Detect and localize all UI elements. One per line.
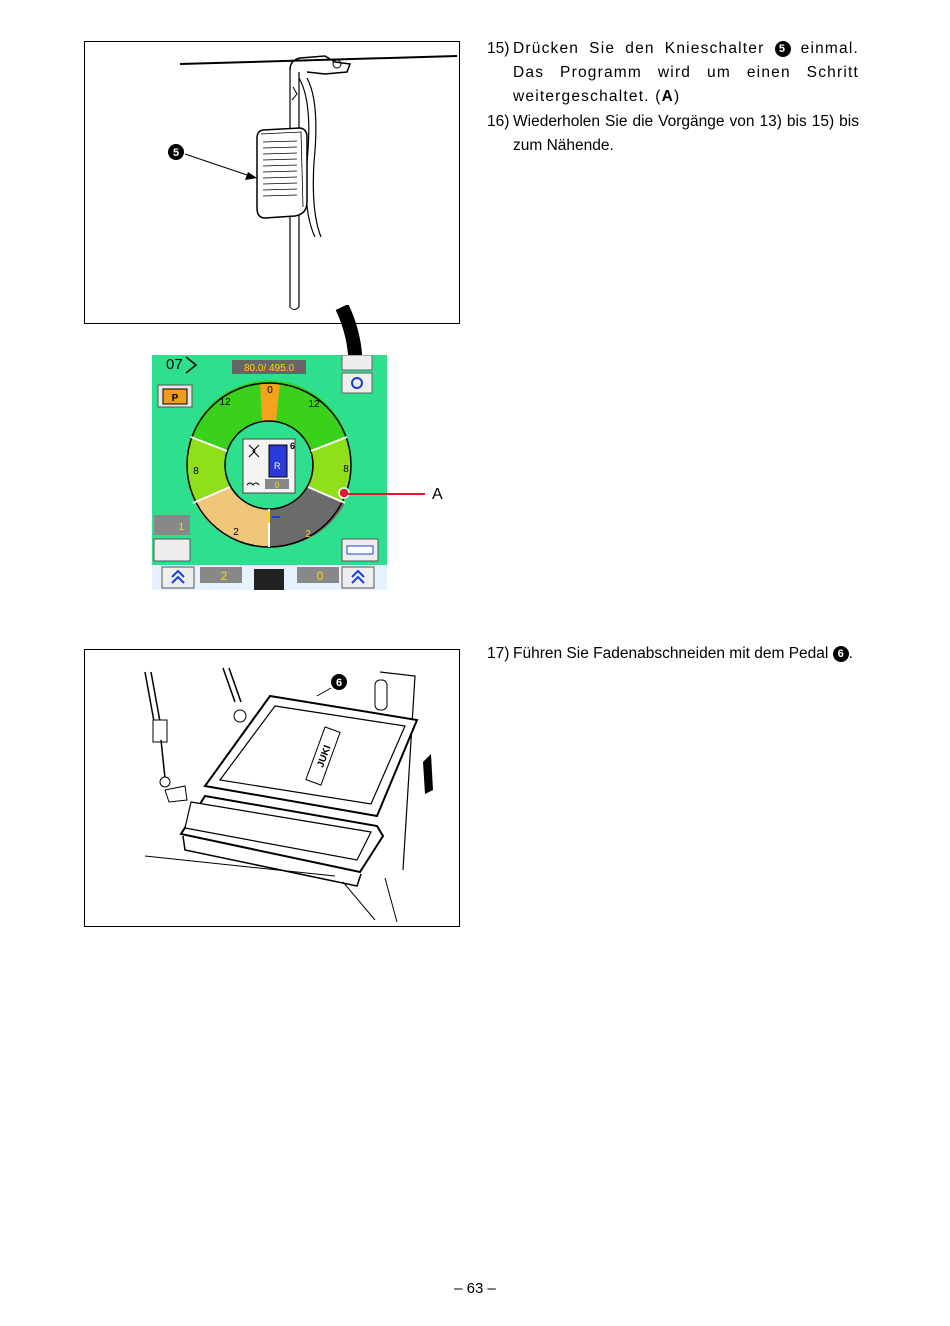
step-15: 15) Drücken Sie den Knieschalter 5 einmal. Das Programm wird um einen Schritt weitergeschaltet. (A) [487, 37, 859, 109]
program-chevron-icon [186, 357, 196, 373]
step-number: 16) [487, 113, 510, 130]
callout-A-line [340, 480, 450, 510]
bottom-right-value: 0 [316, 569, 324, 583]
search-button[interactable] [342, 373, 372, 393]
segment-label: 8 [343, 464, 349, 475]
callout-5: 5 [172, 147, 180, 159]
segment-label: 2 [305, 529, 311, 540]
segment-label: 2 [233, 527, 239, 538]
program-number: 07 [166, 356, 183, 373]
step-number: 15) [487, 40, 510, 57]
segment-label: 12 [219, 397, 231, 408]
center-step: 6 [290, 441, 296, 451]
knee-switch-illustration [85, 42, 459, 323]
step-17: 17) Führen Sie Fadenabschneiden mit dem Pedal 6 . [487, 642, 859, 666]
pedal-illustration [85, 650, 459, 926]
page-number: – 63 – [454, 1280, 496, 1297]
segment-label: 12 [308, 399, 320, 410]
panel-graphics [152, 355, 387, 590]
folder-label: P [171, 393, 179, 404]
ref-5-icon: 5 [775, 41, 791, 57]
bottom-left-value: 2 [220, 569, 228, 583]
step-16: 16) Wiederholen Sie die Vorgänge von 13) bis 15) bis zum Nähende. [487, 110, 859, 158]
step-number: 17) [487, 645, 510, 662]
segment-label: 0 [267, 385, 273, 396]
left-counter: 1 [178, 522, 184, 533]
segment-label: 8 [193, 466, 199, 477]
svg-text:JUKI: JUKI [315, 743, 334, 770]
center-count: 0 [274, 481, 280, 490]
callout-6: 6 [335, 677, 343, 689]
progress-value: 80.0/ 495.0 [243, 363, 295, 374]
counter-button[interactable] [154, 539, 190, 561]
figure-pedal [84, 649, 460, 927]
callout-A: A [432, 486, 443, 503]
figure-knee-switch [84, 41, 460, 324]
ref-6-icon: 6 [833, 646, 849, 662]
center-letter: R [274, 461, 281, 471]
sewing-panel-screen [152, 355, 387, 590]
